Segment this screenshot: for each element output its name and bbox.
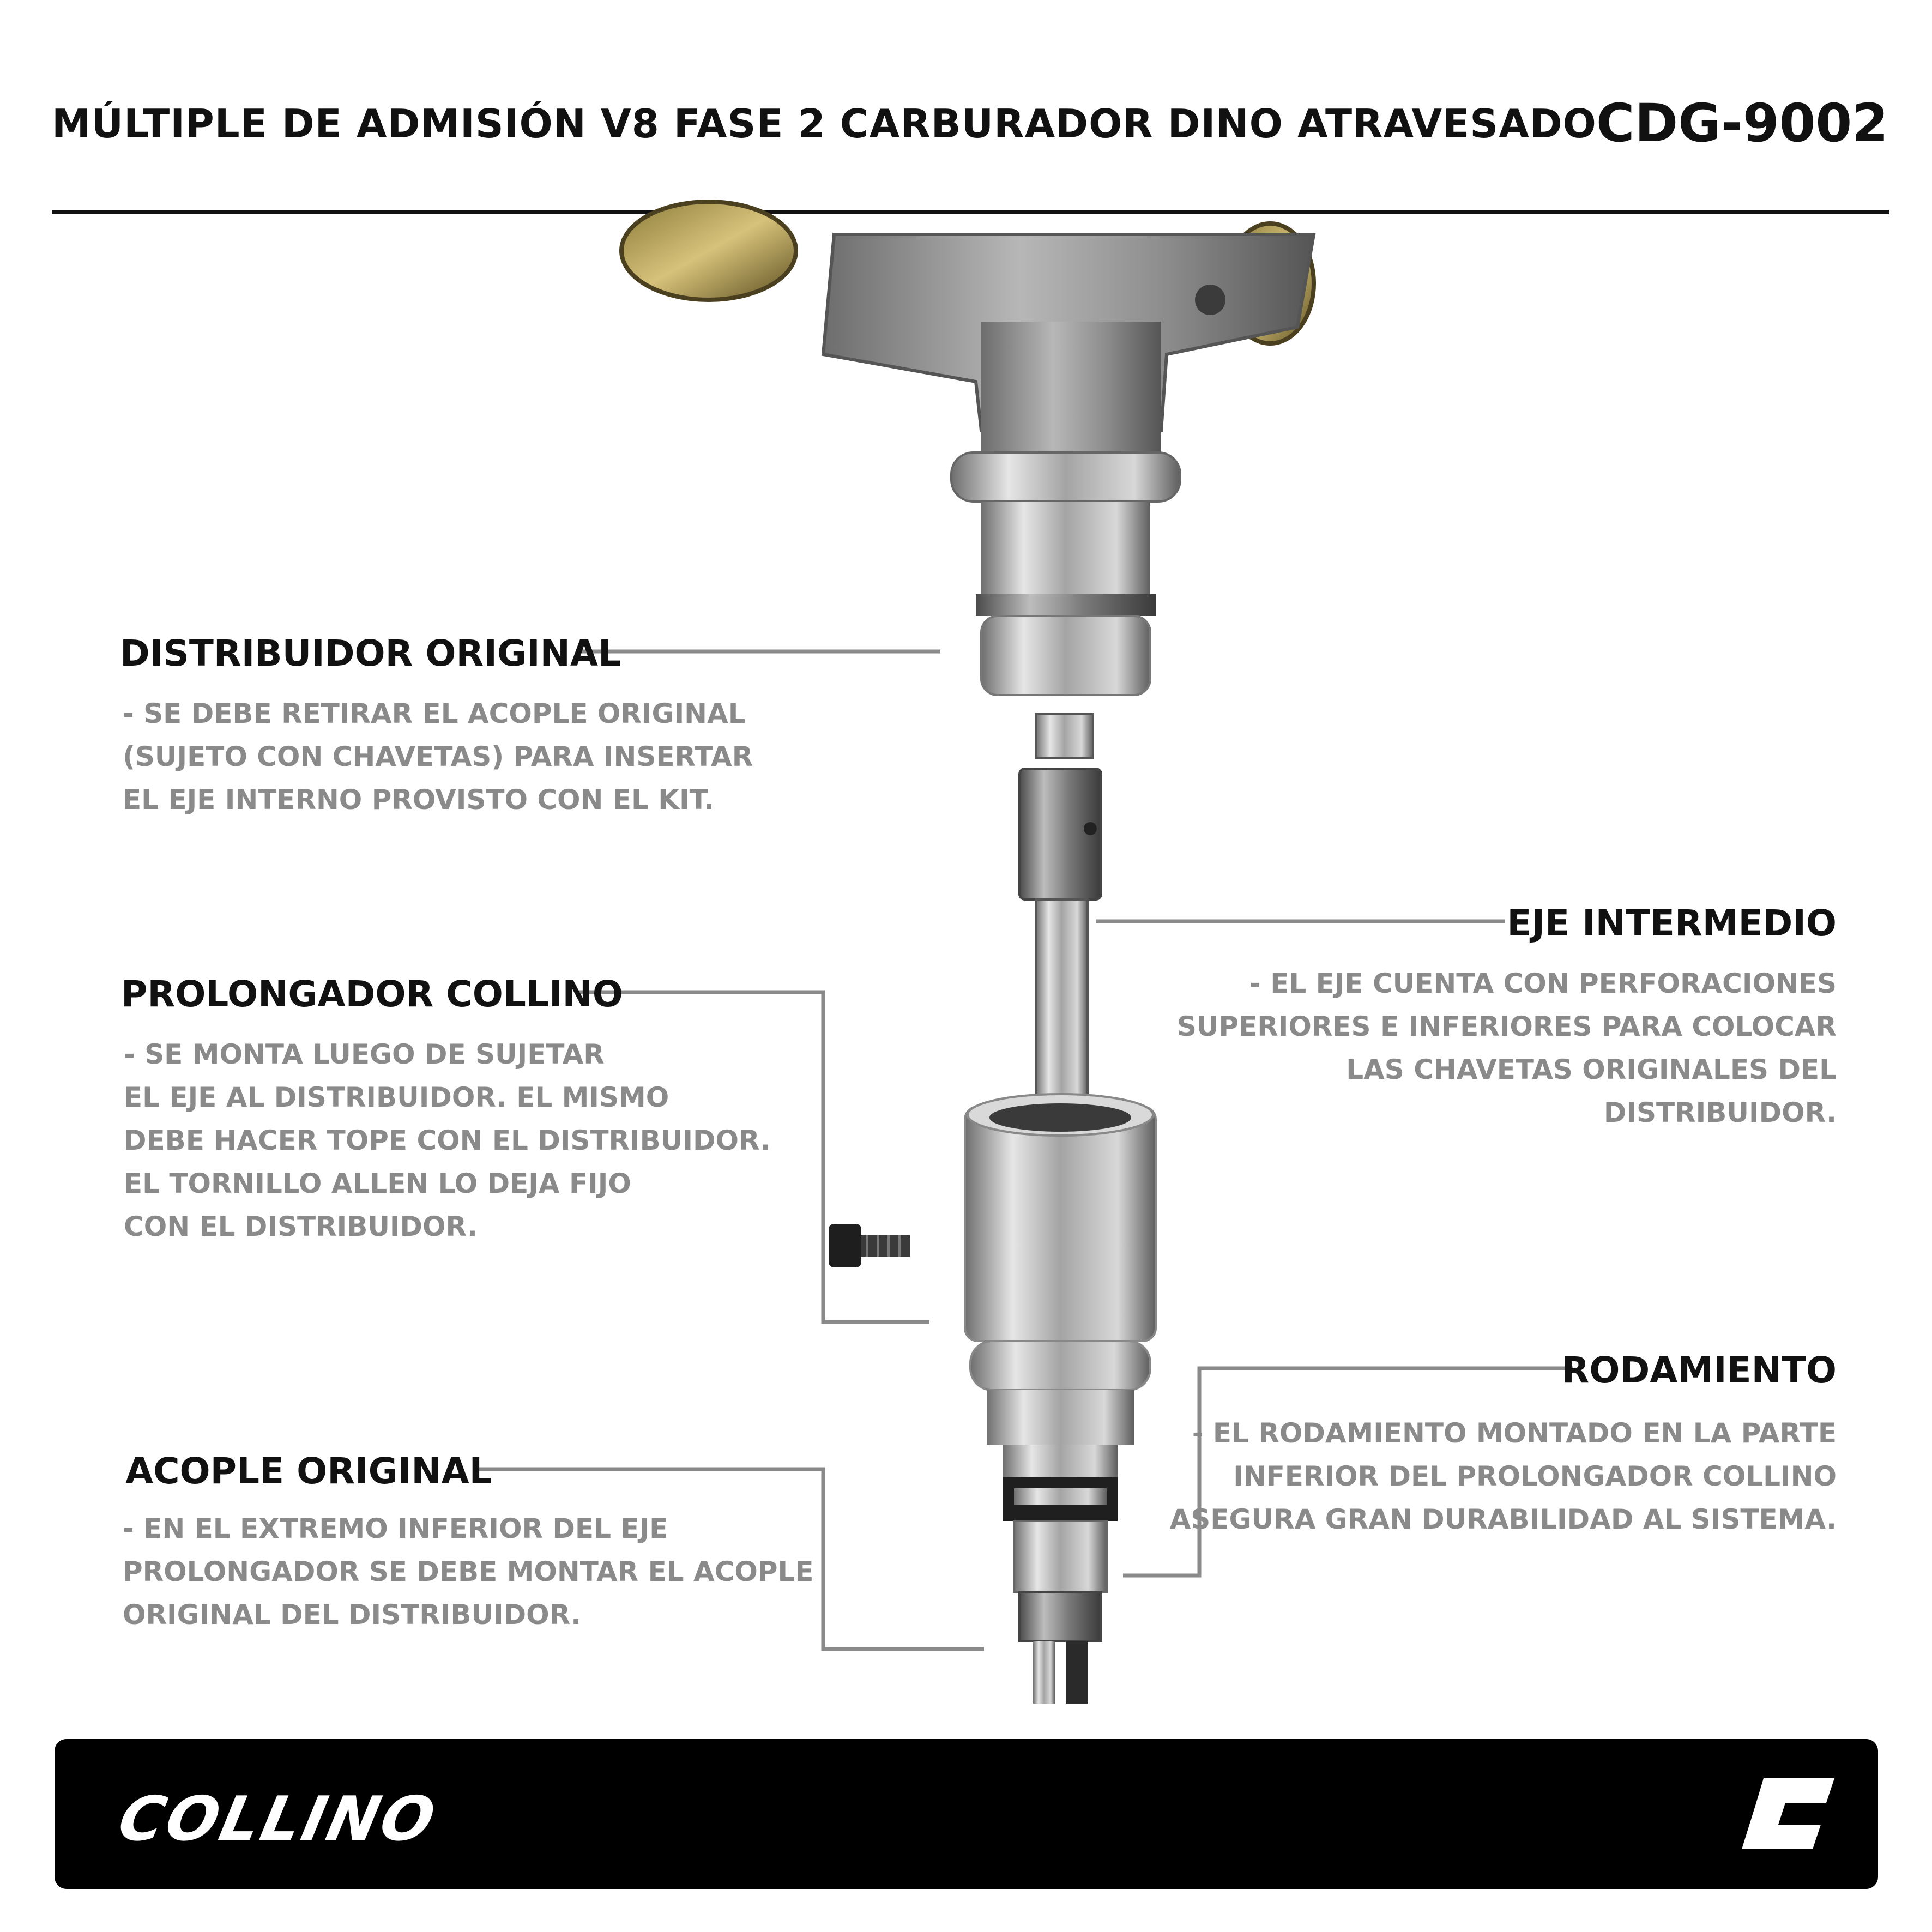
collino-logo-icon — [1734, 1773, 1843, 1855]
collino-extender — [965, 1094, 1156, 1445]
label-distribuidor-desc: - SE DEBE RETIRAR EL ACOPLE ORIGINAL (SUJETO CON CHAVETAS) PARA INSERTAR EL EJE INTERNO PROVISTO CON EL KIT. — [123, 698, 753, 816]
allen-screw-icon — [829, 1224, 910, 1267]
label-eje-title: EJE INTERMEDIO — [1507, 902, 1837, 944]
intermediate-shaft — [1019, 714, 1101, 1156]
original-coupling — [1014, 1521, 1107, 1704]
page-title: MÚLTIPLE DE ADMISIÓN V8 FASE 2 CARBURADOR DINO ATRAVESADO — [52, 101, 1597, 147]
label-acople-desc: - EN EL EXTREMO INFERIOR DEL EJE PROLONGADOR SE DEBE MONTAR EL ACOPLE ORIGINAL DEL DISTRIBUIDOR. — [123, 1513, 814, 1631]
label-prolongador-title: PROLONGADOR COLLINO — [121, 973, 623, 1015]
label-distribuidor-title: DISTRIBUIDOR ORIGINAL — [120, 632, 621, 674]
label-prolongador-desc: - SE MONTA LUEGO DE SUJETAR EL EJE AL DISTRIBUIDOR. EL MISMO DEBE HACER TOPE CON EL DISTRIBUIDOR. EL TORNILLO ALLEN LO DEJA FIJO CON EL DISTRIBUIDOR. — [124, 1039, 771, 1242]
product-code: CDG-9002 — [1596, 93, 1888, 154]
label-rodamiento-desc: - EL RODAMIENTO MONTADO EN LA PARTE INFERIOR DEL PROLONGADOR COLLINO ASEGURA GRAN DURABILIDAD AL SISTEMA. — [1169, 1417, 1837, 1535]
bearing — [1003, 1445, 1118, 1521]
label-eje-desc: - EL EJE CUENTA CON PERFORACIONES SUPERIORES E INFERIORES PARA COLOCAR LAS CHAVETAS ORIGINALES DEL DISTRIBUIDOR. — [1176, 968, 1837, 1128]
brand-wordmark: COLLINO — [112, 1784, 443, 1855]
footer-bar — [55, 1739, 1878, 1889]
label-rodamiento-title: RODAMIENTO — [1561, 1349, 1837, 1391]
label-acople-title: ACOPLE ORIGINAL — [125, 1450, 492, 1492]
distributor-housing — [621, 202, 1314, 695]
